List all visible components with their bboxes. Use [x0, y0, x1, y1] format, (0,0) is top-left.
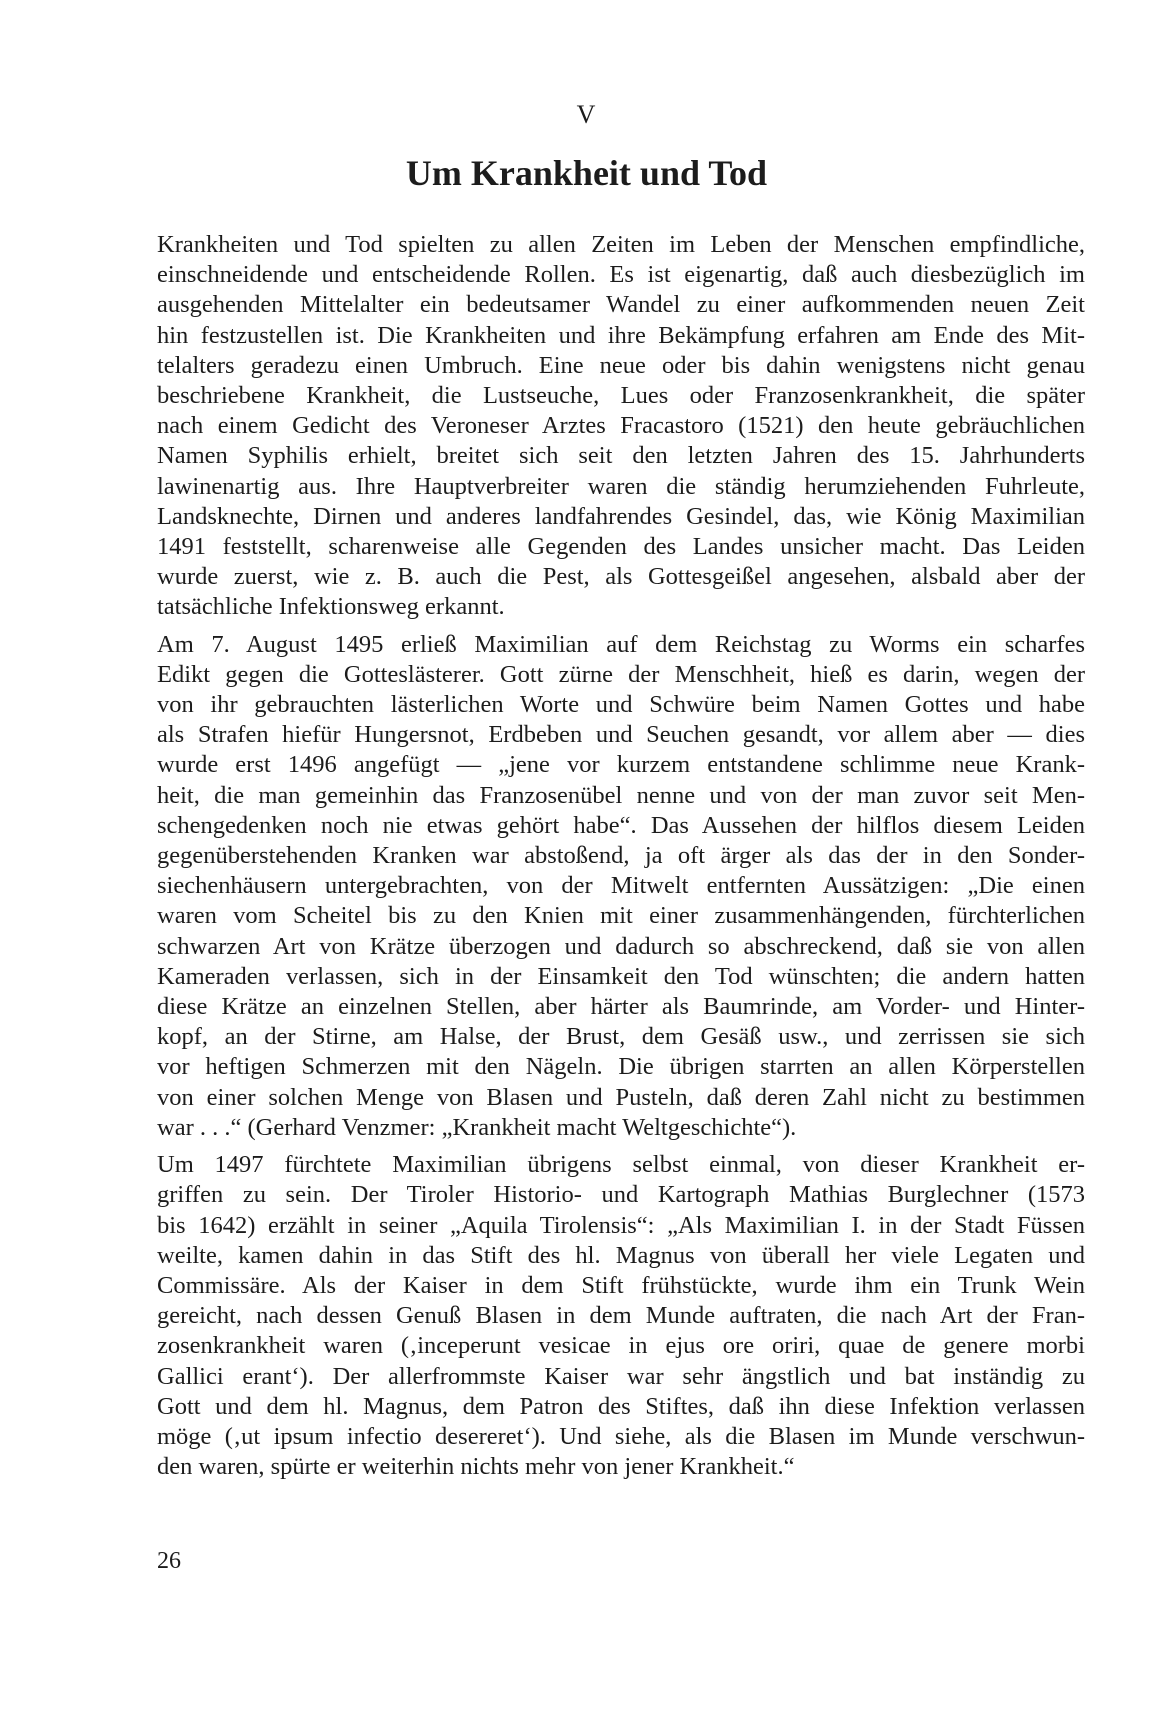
body-text: [157, 230, 1085, 1489]
text-line: von einer solchen Menge von Blasen und Pusteln, daß deren Zahl nicht zu bestimmen: [157, 1083, 1085, 1111]
text-line: griffen zu sein. Der Tiroler Historio- und Kartograph Mathias Burglechner (1573: [157, 1181, 1085, 1209]
text-line: gegenüberstehenden Kranken war abstoßend, ja oft ärger als das der in den Sonder-: [157, 842, 1085, 870]
text-line: wurde zuerst, wie z. B. auch die Pest, als Gottesgeißel angesehen, alsbald aber der: [157, 563, 1085, 591]
text-line: vor heftigen Schmerzen mit den Nägeln. Die übrigen starrten an allen Körperstellen: [157, 1053, 1085, 1081]
text-line: Namen Syphilis erhielt, breitet sich seit den letzten Jahren des 15. Jahrhunderts: [157, 442, 1085, 470]
text-line: diese Krätze an einzelnen Stellen, aber härter als Baumrinde, am Vorder- und Hinter-: [157, 993, 1085, 1021]
text-line: waren vom Scheitel bis zu den Knien mit einer zusammenhängenden, fürchterlichen: [157, 902, 1085, 930]
text-line: Um 1497 fürchtete Maximilian übrigens selbst einmal, von dieser Krankheit er-: [157, 1151, 1085, 1179]
text-line: tatsächliche Infektionsweg erkannt.: [157, 593, 505, 621]
text-line: Landsknechte, Dirnen und anderes landfahrendes Gesindel, das, wie König Maximilian: [157, 502, 1085, 530]
text-line: Gott und dem hl. Magnus, dem Patron des Stiftes, daß ihn diese Infektion verlassen: [157, 1392, 1085, 1420]
text-line: Am 7. August 1495 erließ Maximilian auf dem Reichstag zu Worms ein scharfes: [157, 630, 1085, 658]
text-line: wurde erst 1496 angefügt — „jene vor kurzem entstandene schlimme neue Krank-: [157, 751, 1085, 779]
text-line: Gallici erant‘). Der allerfrommste Kaiser war sehr ängstlich und bat inständig zu: [157, 1362, 1085, 1390]
page-number: 26: [157, 1548, 181, 1574]
text-line: siechenhäusern untergebrachten, von der Mitwelt entfernten Aussätzigen: „Die einen: [157, 872, 1085, 900]
paragraph: [157, 630, 1085, 1143]
paragraph: [157, 1150, 1085, 1482]
text-line: telalters geradezu einen Umbruch. Eine neue oder bis dahin wenigstens nicht genau: [157, 351, 1085, 379]
text-line: gereicht, nach dessen Genuß Blasen in dem Munde auftraten, die nach Art der Fran-: [157, 1302, 1085, 1330]
text-line: möge (‚ut ipsum infectio desereret‘). Und siehe, als die Blasen im Munde verschwun-: [157, 1422, 1085, 1450]
text-line: Krankheiten und Tod spielten zu allen Zeiten im Leben der Menschen empfindliche,: [157, 231, 1085, 258]
text-line: heit, die man gemeinhin das Franzosenübel nenne und von der man zuvor seit Men-: [157, 781, 1085, 809]
text-line: als Strafen hiefür Hungersnot, Erdbeben und Seuchen gesandt, vor allem aber — dies: [157, 721, 1085, 749]
text-line: beschriebene Krankheit, die Lustseuche, Lues oder Franzosenkrankheit, die später: [157, 382, 1085, 410]
text-line: war . . .“ (Gerhard Venzmer: „Krankheit macht Weltgeschichte“).: [157, 1113, 797, 1141]
text-line: Kameraden verlassen, sich in der Einsamkeit den Tod wünschten; die andern hatten: [157, 962, 1085, 990]
text-line: einschneidende und entscheidende Rollen. Es ist eigenartig, daß auch diesbezüglich im: [157, 261, 1085, 289]
text-line: Commissäre. Als der Kaiser in dem Stift frühstückte, wurde ihm ein Trunk Wein: [157, 1271, 1085, 1299]
text-line: kopf, an der Stirne, am Halse, der Brust, dem Gesäß usw., und zerrissen sie sich: [157, 1023, 1085, 1051]
text-line: schwarzen Art von Krätze überzogen und dadurch so abschreckend, daß sie von allen: [157, 932, 1085, 960]
text-line: schengedenken noch nie etwas gehört habe“. Das Aussehen der hilflos diesem Leiden: [157, 811, 1085, 839]
text-line: zosenkrankheit waren (‚inceperunt vesicae in ejus ore oriri, quae de genere morbi: [157, 1332, 1085, 1360]
text-line: Edikt gegen die Gotteslästerer. Gott zürne der Menschheit, hieß es darin, wegen der: [157, 660, 1085, 688]
text-line: weilte, kamen dahin in das Stift des hl. Magnus von überall her viele Legaten und: [157, 1241, 1085, 1269]
text-line: von ihr gebrauchten lästerlichen Worte und Schwüre beim Namen Gottes und habe: [157, 691, 1085, 719]
text-line: hin festzustellen ist. Die Krankheiten und ihre Bekämpfung erfahren am Ende des Mit-: [157, 321, 1085, 349]
text-line: 1491 feststellt, scharenweise alle Gegenden des Landes unsicher macht. Das Leiden: [157, 533, 1085, 561]
text-line: lawinenartig aus. Ihre Hauptverbreiter waren die ständig herumziehenden Fuhrleute,: [157, 472, 1085, 500]
text-line: den waren, spürte er weiterhin nichts mehr von jener Krankheit.“: [157, 1453, 795, 1481]
text-line: ausgehenden Mittelalter ein bedeutsamer Wandel zu einer aufkommenden neuen Zeit: [157, 291, 1085, 319]
chapter-number: V: [576, 100, 597, 129]
text-line: bis 1642) erzählt in seiner „Aquila Tirolensis“: „Als Maximilian I. in der Stadt Füssen: [157, 1211, 1085, 1239]
paragraph: [157, 230, 1085, 623]
text-line: nach einem Gedicht des Veroneser Arztes Fracastoro (1521) den heute gebräuchlichen: [157, 412, 1085, 440]
chapter-title: Um Krankheit und Tod: [405, 153, 768, 193]
